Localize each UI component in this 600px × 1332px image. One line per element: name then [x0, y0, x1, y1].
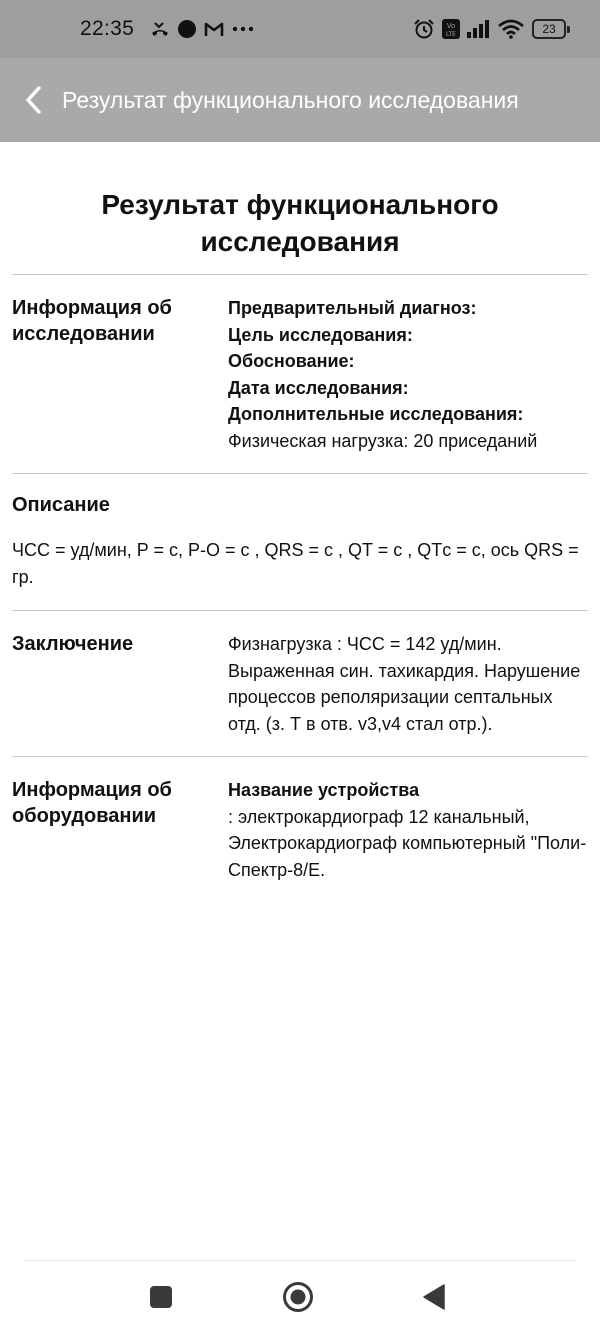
missed-call-icon	[150, 21, 170, 37]
field-justification: Обоснование:	[228, 351, 355, 371]
wifi-icon	[498, 19, 524, 39]
status-left-icons	[142, 20, 254, 38]
field-study-purpose: Цель исследования:	[228, 324, 413, 345]
signal-icon	[467, 20, 491, 38]
app-bar-title: Результат функционального исследования	[62, 86, 519, 113]
battery-tip	[567, 26, 570, 33]
device-name-label: Название устройства	[228, 780, 420, 800]
back-icon	[422, 1284, 446, 1310]
battery-level: 23	[532, 19, 566, 39]
svg-text:Vo: Vo	[446, 22, 456, 30]
description-text: ЧСС = уд/мин, P = с, P-O = с , QRS = с , QT = с , QTс = с, ось QRS = гр.	[12, 540, 579, 587]
battery-indicator	[532, 19, 570, 39]
chevron-left-icon	[24, 86, 42, 114]
study-info-fields	[228, 295, 588, 454]
status-right-icons	[406, 18, 570, 40]
page-title: Результат функционального исследования	[101, 189, 499, 257]
dot-icon	[178, 20, 196, 38]
home-button[interactable]	[281, 1280, 315, 1314]
equipment-section	[12, 756, 588, 902]
home-icon	[282, 1281, 314, 1313]
nav-back-button[interactable]	[417, 1280, 451, 1314]
field-study-date: Дата исследования:	[228, 377, 409, 398]
device-name-text: : электрокардиограф 12 канальный, Электрокардиограф компьютерный "Поли-Спектр-8/Е.	[228, 806, 587, 880]
system-nav-bar	[0, 1260, 600, 1332]
volte-icon	[442, 19, 460, 39]
field-additional-studies: Дополнительные исследования:	[228, 404, 524, 424]
recents-button[interactable]	[144, 1280, 178, 1314]
field-physical-load: Физическая нагрузка: 20 приседаний	[228, 430, 538, 451]
conclusion-text: Физнагрузка : ЧСС = 142 уд/мин. Выраженная син. тахикардия. Нарушение процессов реполяризации септальных отд. (з. Т в отв. v3,v4 стал отр.).	[228, 634, 581, 734]
status-time: 22:35	[80, 17, 135, 40]
svg-text:LTE: LTE	[446, 31, 456, 38]
status-bar	[0, 0, 600, 58]
main-content	[12, 142, 588, 902]
conclusion-label: Заключение	[12, 633, 134, 655]
conclusion-section	[12, 610, 588, 756]
study-info-section	[12, 274, 588, 473]
description-section	[12, 473, 588, 610]
app-bar	[0, 58, 600, 142]
study-info-label: Информация об исследовании	[12, 297, 172, 345]
nav-divider	[24, 1260, 576, 1261]
field-preliminary-diagnosis: Предварительный диагноз:	[228, 298, 477, 318]
alarm-icon	[413, 18, 435, 40]
gmail-icon	[204, 21, 224, 37]
equipment-label: Информация об оборудовании	[12, 779, 172, 827]
recents-icon	[149, 1285, 173, 1309]
more-icon	[232, 26, 254, 32]
back-button[interactable]	[20, 85, 46, 115]
description-label: Описание	[12, 494, 110, 516]
equipment-info	[228, 777, 588, 883]
